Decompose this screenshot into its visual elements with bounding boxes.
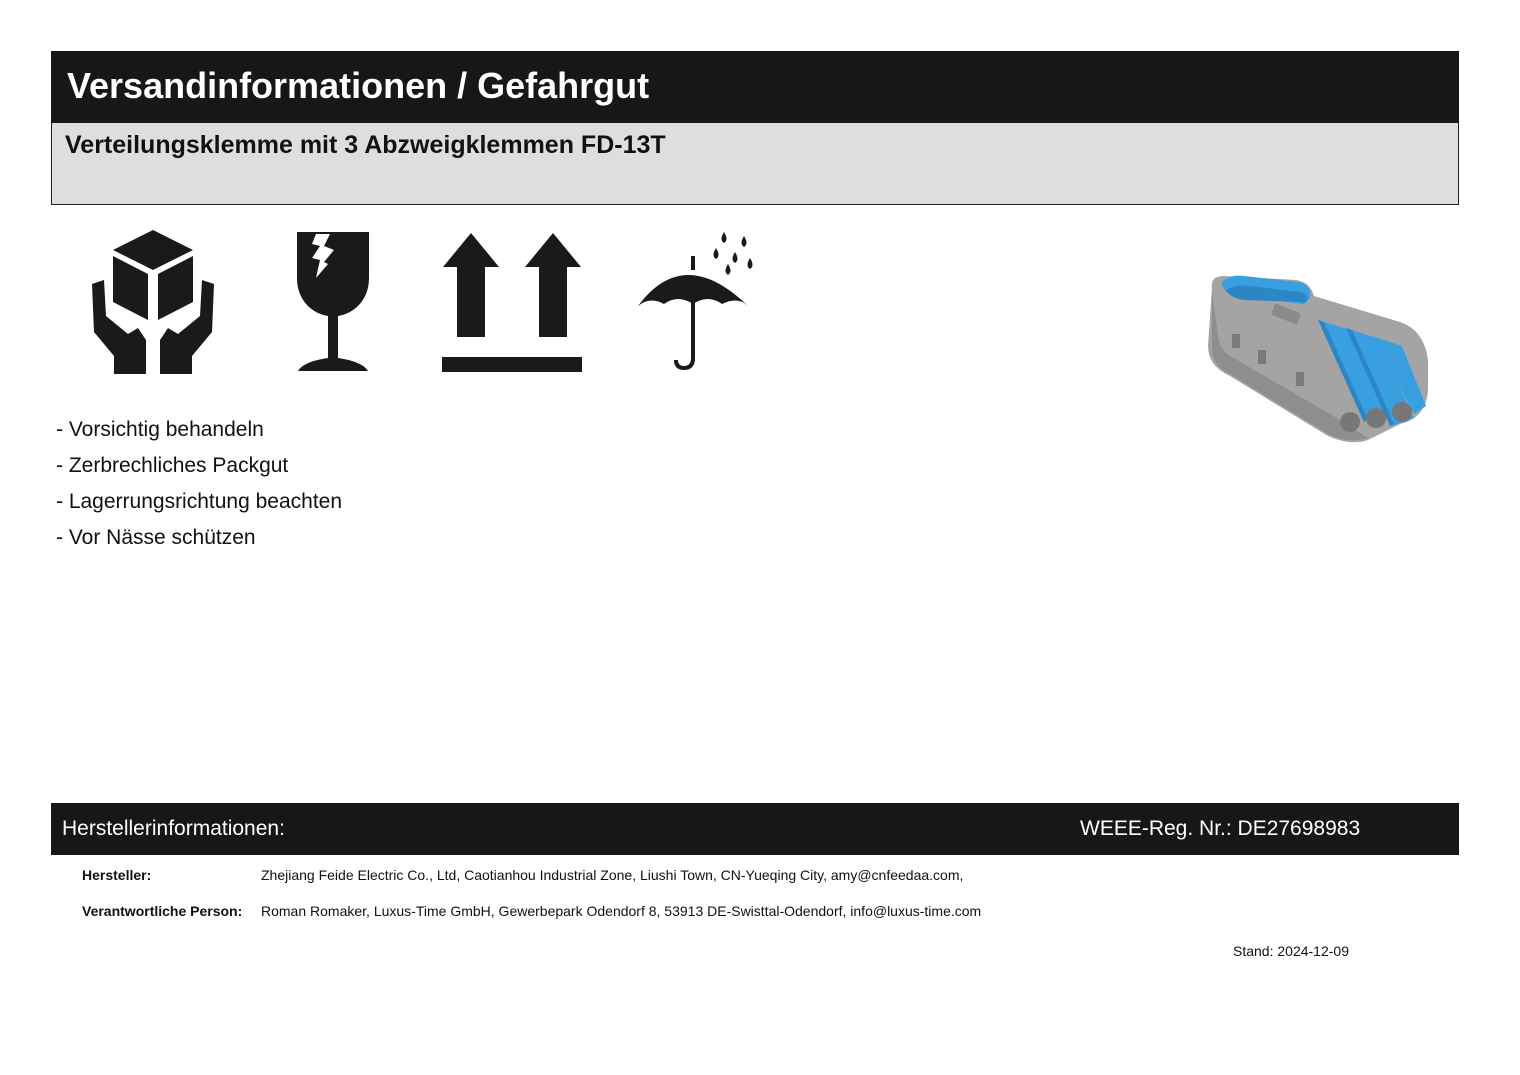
product-box xyxy=(51,123,1459,205)
product-image xyxy=(1200,268,1436,453)
hersteller-value: Zhejiang Feide Electric Co., Ltd, Caotianhou Industrial Zone, Liushi Town, CN-Yueqing City, amy@cnfeedaa.com, xyxy=(261,867,964,883)
this-way-up-icon xyxy=(441,231,583,373)
responsible-person-label: Verantwortliche Person: xyxy=(82,903,243,919)
handling-item: - Vor Nässe schützen xyxy=(56,526,256,549)
keep-dry-icon xyxy=(636,230,758,372)
handling-item: - Vorsichtig behandeln xyxy=(56,418,264,441)
handling-item: - Zerbrechliches Packgut xyxy=(56,454,289,477)
hersteller-label: Hersteller: xyxy=(82,867,152,883)
manufacturer-info-bar xyxy=(51,803,1459,855)
handling-item: - Lagerrungsrichtung beachten xyxy=(56,490,343,513)
document-date: Stand: 2024-12-09 xyxy=(1233,943,1349,959)
responsible-person-value: Roman Romaker, Luxus-Time GmbH, Gewerbepark Odendorf 8, 53913 DE-Swisttal-Odendorf, info@luxus-time.com xyxy=(261,903,982,919)
handling-instructions-list xyxy=(56,412,342,556)
manufacturer-section-title: Herstellerinformationen: xyxy=(62,817,285,840)
weee-registration: WEEE-Reg. Nr.: DE27698983 xyxy=(1080,817,1361,840)
product-title: Verteilungsklemme mit 3 Abzweigklemmen FD-13T xyxy=(65,131,666,159)
handle-with-care-icon xyxy=(90,228,216,376)
fragile-icon xyxy=(294,230,372,374)
header-bar xyxy=(51,51,1459,123)
page-title: Versandinformationen / Gefahrgut xyxy=(67,65,650,106)
